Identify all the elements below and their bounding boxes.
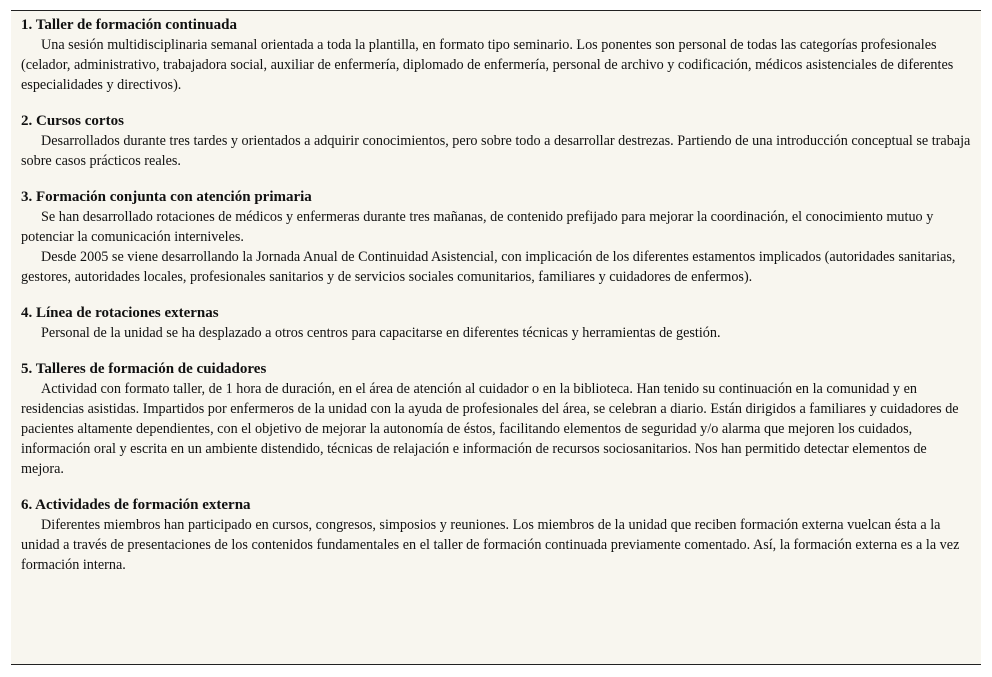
section-paragraph: Desde 2005 se viene desarrollando la Jornada Anual de Continuidad Asistencial, con implicación de los diferentes estamentos implicados (autoridades sanitarias, gestores, autoridades locales, profesionales sanitarios y de servicios sociales comunitarios, familiares y cuidadores de enfermos). xyxy=(21,249,956,285)
section-external-training-activities xyxy=(21,495,971,575)
section-body xyxy=(21,131,971,171)
section-body xyxy=(21,515,971,575)
section-paragraph: Se han desarrollado rotaciones de médicos y enfermeras durante tres mañanas, de contenido prefijado para mejorar la coordinación, el conocimiento mutuo y potenciar la comunicación interniveles. xyxy=(21,209,934,245)
section-continuing-education-workshop xyxy=(21,15,971,95)
section-title: 4. Línea de rotaciones externas xyxy=(21,305,219,321)
section-paragraph: Desarrollados durante tres tardes y orientados a adquirir conocimientos, pero sobre todo a desarrollar destrezas. Partiendo de una introducción conceptual se trabaja sobre casos prácticos reales. xyxy=(21,133,971,169)
section-paragraph: Personal de la unidad se ha desplazado a otros centros para capacitarse en diferentes técnicas y herramientas de gestión. xyxy=(41,325,721,341)
section-title: 5. Talleres de formación de cuidadores xyxy=(21,361,267,377)
section-title: 6. Actividades de formación externa xyxy=(21,497,251,513)
section-body xyxy=(21,379,971,479)
section-external-rotations xyxy=(21,303,971,343)
section-paragraph: Actividad con formato taller, de 1 hora de duración, en el área de atención al cuidador o en la biblioteca. Han tenido su continuación en la comunidad y en residencias asistidas. Impartidos por enfermeros de la unidad con la ayuda de profesionales del área, se celebran a diario. Están dirigidos a familiares y cuidadores de pacientes altamente dependientes, con el objetivo de mejorar la autonomía de éstos, facilitando elementos de seguridad y/o alarma que mejoren los cuidados, información oral y escrita en un ambiente distendido, técnicas de relajación e información de recursos sociosanitarios. Nos han permitido detectar elementos de mejora. xyxy=(21,381,959,477)
section-title: 1. Taller de formación continuada xyxy=(21,17,237,33)
section-paragraph: Diferentes miembros han participado en cursos, congresos, simposios y reuniones. Los miembros de la unidad que reciben formación externa vuelcan ésta a la unidad a través de presentaciones de los contenidos fundamentales en el taller de formación continuada previamente comentado. Así, la formación externa es a la vez formación interna. xyxy=(21,517,960,573)
section-body xyxy=(21,207,971,287)
section-body xyxy=(21,35,971,95)
section-short-courses xyxy=(21,111,971,171)
section-title: 2. Cursos cortos xyxy=(21,113,124,129)
section-caregiver-training-workshops xyxy=(21,359,971,479)
section-paragraph: Una sesión multidisciplinaria semanal orientada a toda la plantilla, en formato tipo seminario. Los ponentes son personal de todas las categorías profesionales (celador, administrativo, trabajadora social, auxiliar de enfermería, diplomado de enfermería, personal de archivo y codificación, médicos asistenciales de diferentes especialidades y directivos). xyxy=(21,37,954,93)
section-title: 3. Formación conjunta con atención primaria xyxy=(21,189,312,205)
section-joint-primary-care-training xyxy=(21,187,971,287)
section-body xyxy=(21,323,971,343)
training-activities-box xyxy=(11,10,981,665)
